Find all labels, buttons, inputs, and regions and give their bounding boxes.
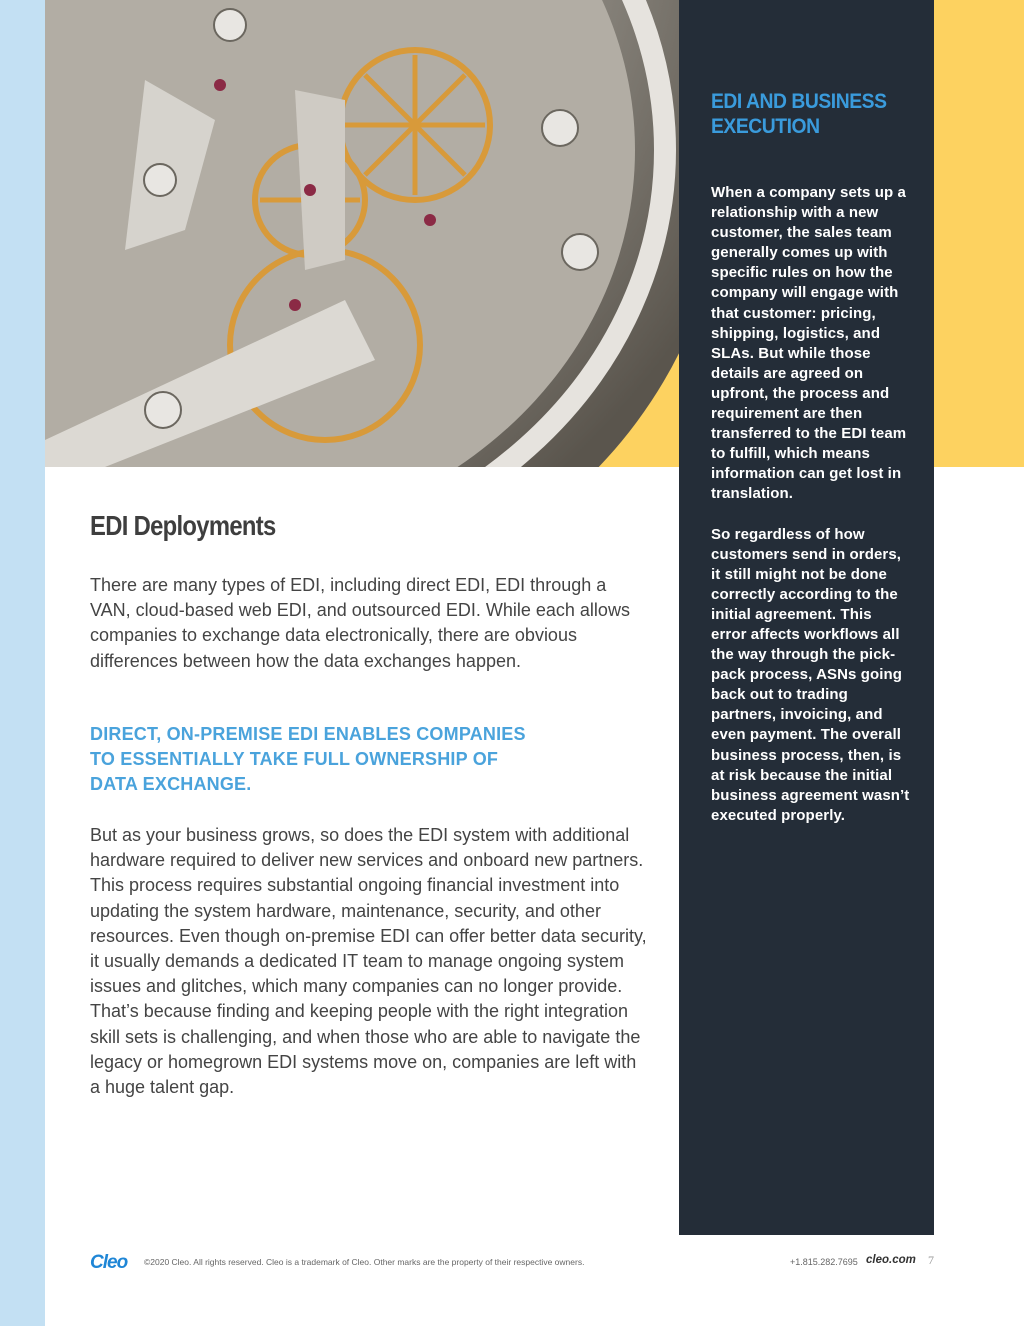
sidebar-panel (679, 0, 934, 1235)
callout-heading: DIRECT, ON-PREMISE EDI ENABLES COMPANIES TO ESSENTIALLY TAKE FULL OWNERSHIP OF DATA EXCHANGE. (90, 724, 526, 794)
sidebar-title: EDI AND BUSINESS EXECUTION (711, 90, 887, 138)
body-paragraph: But as your business grows, so does the EDI system with additional hardware required to deliver new services and onboard new partners. This process requires substantial ongoing financial investment into updating the system hardware, maintenance, security, and other resources. Even though on-premise EDI can offer better data security, it usually demands a dedicated IT team to manage ongoing system issues and glitches, which many companies can no longer provide. That’s because finding and keeping people with the right integration skill sets is challenging, and when those who are able to navigate the legacy or homegrown EDI systems move on, companies are left with a huge talent gap. (90, 825, 647, 1098)
copyright-text: ©2020 Cleo. All rights reserved. Cleo is a trademark of Cleo. Other marks are the property of their respective owners. (144, 1257, 585, 1267)
page-footer (90, 1252, 940, 1274)
page-number: 7 (928, 1253, 934, 1267)
left-color-strip (0, 0, 45, 1326)
sidebar-paragraph: When a company sets up a relationship with a new customer, the sales team generally comes up with specific rules on how the company will engage with that customer: pricing, shipping, logistics, and SLAs. But while those details are agreed on upfront, the process and requirement are then transferred to the EDI team to fulfill, which means information can get lost in translation. (711, 184, 907, 503)
page-heading: EDI Deployments (90, 510, 276, 541)
phone-number: +1.815.282.7695 (790, 1257, 858, 1267)
intro-paragraph: There are many types of EDI, including direct EDI, EDI through a VAN, cloud-based web EDI, and outsourced EDI. While each allows companies to exchange data electronically, there are obvious differences between how the data exchanges happen. (90, 575, 630, 671)
cleo-logo: Cleo (90, 1252, 128, 1273)
watch-gears-illustration (45, 0, 679, 467)
sidebar-paragraph: So regardless of how customers send in orders, it still might not be done correctly according to the initial agreement. This error affects workflows all the way through the pick-pack process, ASNs going back out to trading partners, invoicing, and even payment. The overall business process, then, is at risk because the initial business agreement wasn’t executed properly. (711, 525, 910, 824)
hero-image-watch-gears (45, 0, 679, 467)
main-content (90, 510, 650, 1098)
sidebar-body (711, 183, 911, 846)
website-link[interactable]: cleo.com (866, 1254, 916, 1266)
